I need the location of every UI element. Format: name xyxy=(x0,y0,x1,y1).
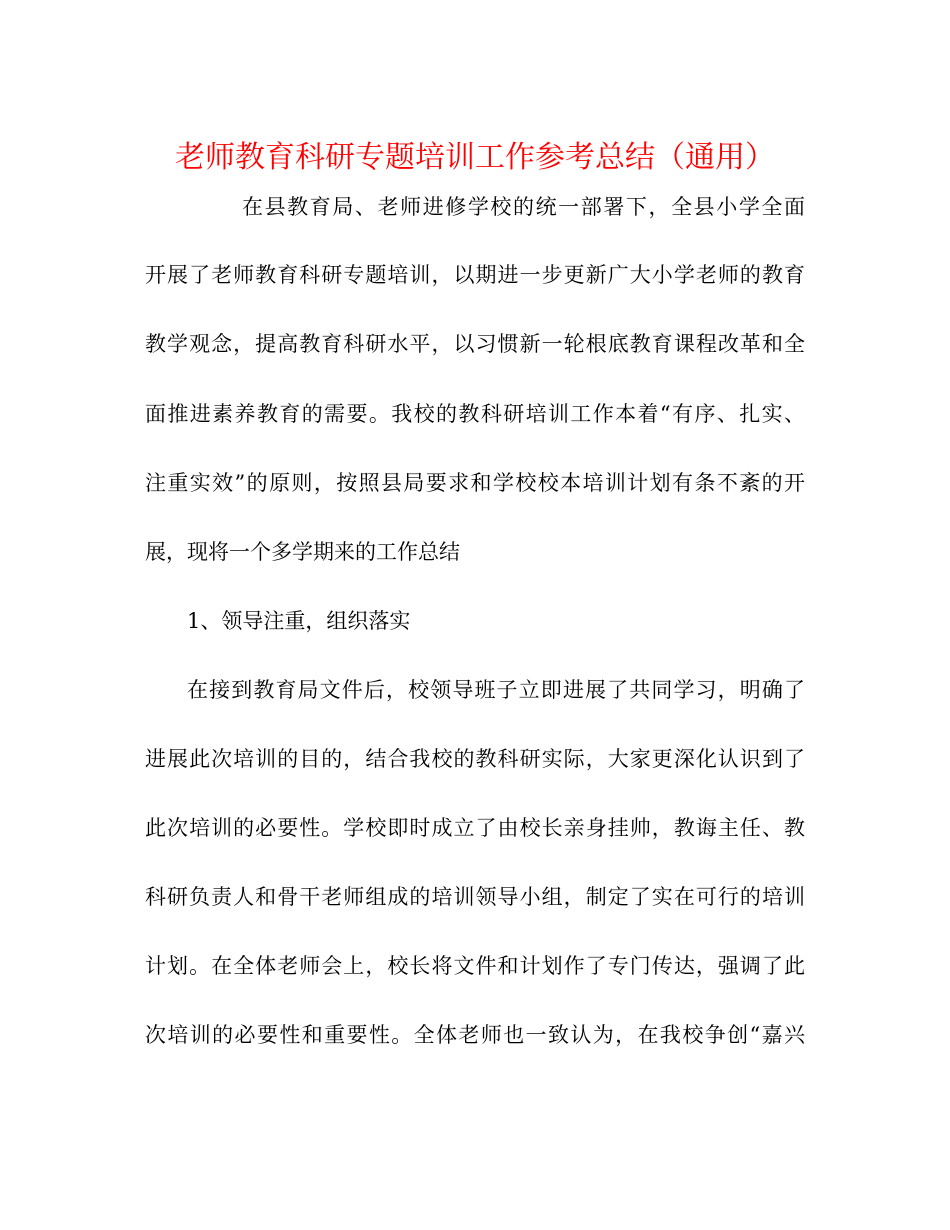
document-title: 老师教育科研专题培训工作参考总结（通用） xyxy=(175,140,775,175)
paragraph-line: 进展此次培训的目的，结合我校的教科研实际，大家更深化认识到了 xyxy=(145,747,805,771)
paragraph-line: 次培训的必要性和重要性。全体老师也一致认为，在我校争创“嘉兴 xyxy=(145,1023,805,1047)
paragraph-line: 开展了老师教育科研专题培训，以期进一步更新广大小学老师的教育 xyxy=(145,263,805,287)
paragraph-line: 教学观念，提高教育科研水平，以习惯新一轮根底教育课程改革和全 xyxy=(145,332,805,356)
paragraph-line: 面推进素养教育的需要。我校的教科研培训工作本着“有序、扎实、 xyxy=(145,402,805,426)
paragraph-line: 在接到教育局文件后，校领导班子立即进展了共同学习，明确了 xyxy=(187,678,805,702)
paragraph-line: 展，现将一个多学期来的工作总结 xyxy=(145,540,460,564)
paragraph-line: 计划。在全体老师会上，校长将文件和计划作了专门传达，强调了此 xyxy=(145,954,805,978)
section-heading: 1、领导注重，组织落实 xyxy=(187,609,411,633)
paragraph-line: 注重实效”的原则，按照县局要求和学校校本培训计划有条不紊的开 xyxy=(145,471,805,495)
paragraph-line: 在县教育局、老师进修学校的统一部署下，全县小学全面 xyxy=(242,195,805,219)
paragraph-line: 科研负责人和骨干老师组成的培训领导小组，制定了实在可行的培训 xyxy=(145,885,805,909)
paragraph-line: 此次培训的必要性。学校即时成立了由校长亲身挂帅，教诲主任、教 xyxy=(145,816,805,840)
